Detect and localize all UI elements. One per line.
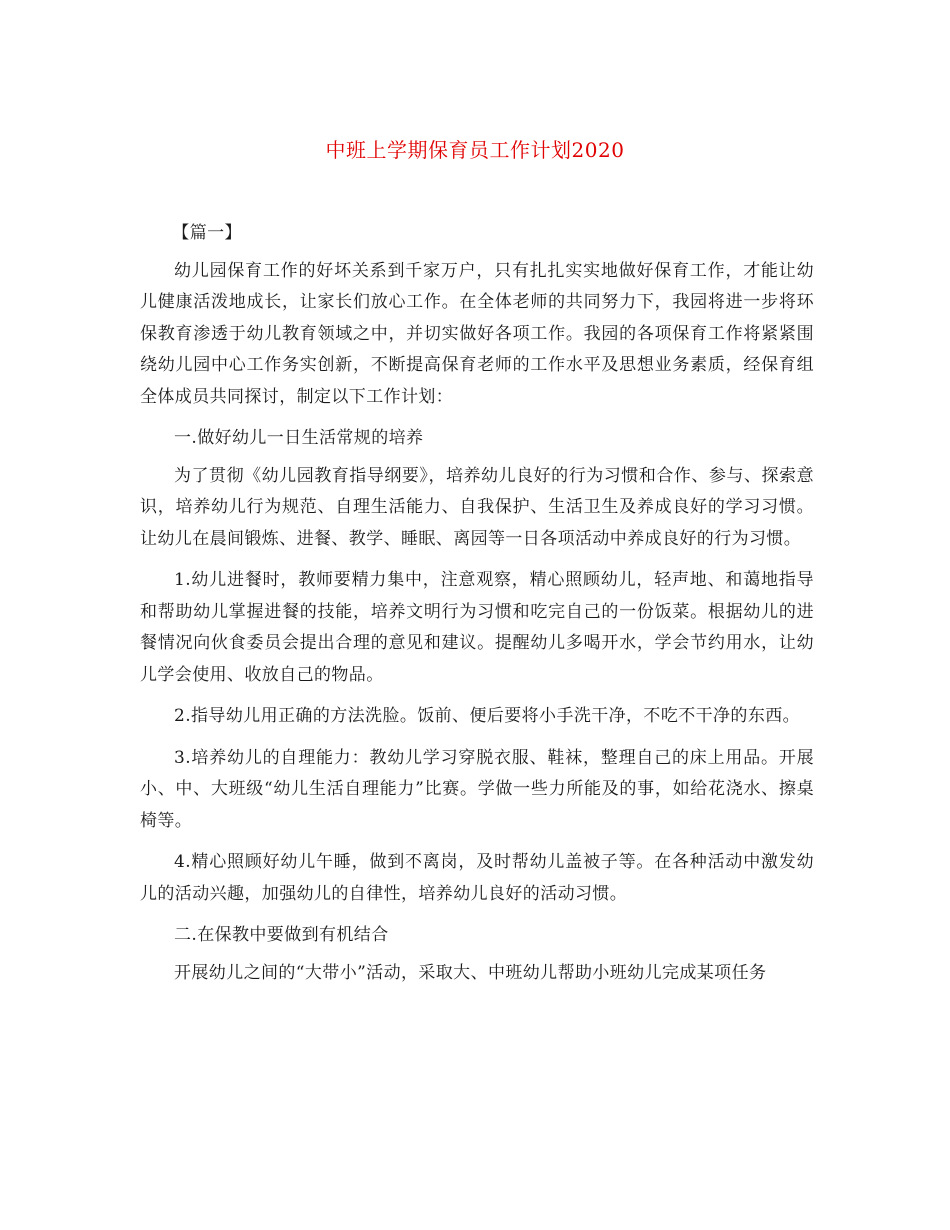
- paragraph-item-1: 1.幼儿进餐时，教师要精力集中，注意观察，精心照顾幼儿，轻声地、和蔼地指导和帮助幼儿掌握进餐的技能，培养文明行为习惯和吃完自己的一份饭菜。根据幼儿的进餐情况向伙食委员会提出合理的意见和建议。提醒幼儿多喝开水，学会节约用水，让幼儿学会使用、收放自己的物品。: [140, 570, 814, 685]
- heading-2: 二.在保教中要做到有机结合: [174, 925, 389, 945]
- paragraph-item-3: 3.培养幼儿的自理能力：教幼儿学习穿脱衣服、鞋袜，整理自己的床上用品。开展小、中、大班级“幼儿生活自理能力”比赛。学做一些力所能及的事，如给花浇水、擦桌椅等。: [140, 747, 814, 831]
- heading-1: 一.做好幼儿一日生活常规的培养: [174, 428, 424, 448]
- paragraph-item-2: 2.指导幼儿用正确的方法洗脸。饭前、便后要将小手洗干净，不吃不干净的东西。: [174, 706, 801, 726]
- section-mark: 【篇一】: [172, 223, 242, 243]
- paragraph-intro: 幼儿园保育工作的好坏关系到千家万户，只有扎扎实实地做好保育工作，才能让幼儿健康活泼地成长，让家长们放心工作。在全体老师的共同努力下，我园将进一步将环保教育渗透于幼儿教育领域之中，并切实做好各项工作。我园的各项保育工作将紧紧围绕幼儿园中心工作务实创新，不断提高保育老师的工作水平及思想业务素质，经保育组全体成员共同探讨，制定以下工作计划：: [140, 260, 814, 407]
- paragraph-item-4: 4.精心照顾好幼儿午睡，做到不离岗，及时帮幼儿盖被子等。在各种活动中激发幼儿的活动兴趣，加强幼儿的自律性，培养幼儿良好的活动习惯。: [140, 852, 814, 904]
- paragraph-goal: 为了贯彻《幼儿园教育指导纲要》，培养幼儿良好的行为习惯和合作、参与、探索意识，培养幼儿行为规范、自理生活能力、自我保护、生活卫生及养成良好的学习习惯。让幼儿在晨间锻炼、进餐、教学、睡眠、离园等一日各项活动中养成良好的行为习惯。: [140, 465, 814, 549]
- paragraph-peer-activity: 开展幼儿之间的“大带小”活动，采取大、中班幼儿帮助小班幼儿完成某项任务: [174, 962, 767, 983]
- document-body: [140, 218, 814, 989]
- document-title: 中班上学期保育员工作计划2020: [325, 138, 625, 162]
